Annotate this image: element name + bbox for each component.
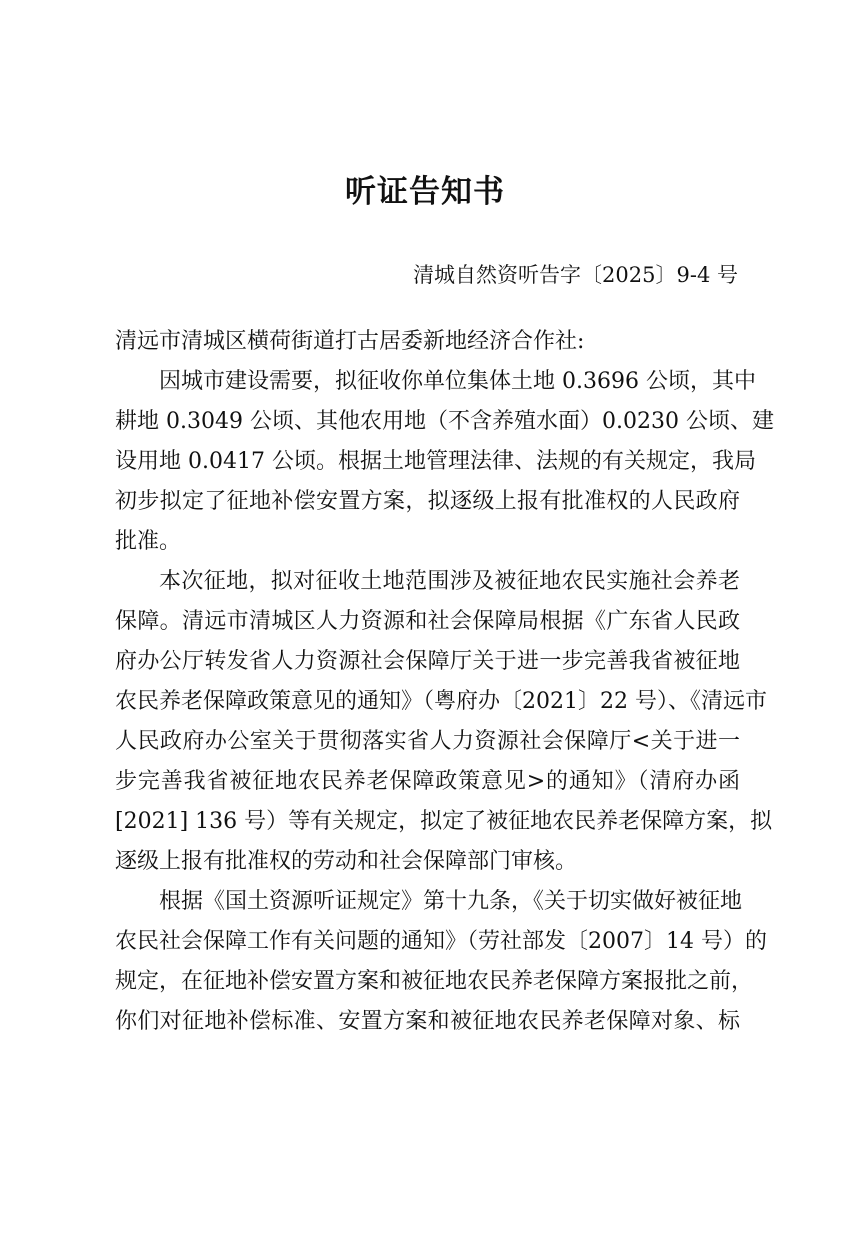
- paragraph-line: 府办公厅转发省人力资源社会保障厅关于进一步完善我省被征地: [115, 649, 740, 674]
- document-number: 清城自然资听告字〔2025〕9-4 号: [413, 263, 738, 287]
- paragraph-line: 因城市建设需要，拟征收你单位集体土地 0.3696 公顷，其中: [159, 369, 756, 394]
- paragraph-social-security: [115, 562, 773, 882]
- paragraph-land-requisition: [115, 362, 774, 562]
- paragraph-line: 你们对征地补偿标准、安置方案和被征地农民养老保障对象、标: [115, 1009, 740, 1034]
- paragraph-line: 保障。清远市清城区人力资源和社会保障局根据《广东省人民政: [115, 609, 740, 634]
- paragraph-line: 设用地 0.0417 公顷。根据土地管理法律、法规的有关规定，我局: [115, 449, 756, 474]
- paragraph-line: 步完善我省被征地农民养老保障政策意见>的通知》（清府办函: [115, 769, 740, 794]
- addressee: 清远市清城区横荷街道打古居委新地经济合作社:: [115, 329, 585, 354]
- paragraph-line: 逐级上报有批准权的劳动和社会保障部门审核。: [115, 849, 578, 874]
- paragraph-line: 规定，在征地补偿安置方案和被征地农民养老保障方案报批之前，: [115, 969, 754, 994]
- paragraph-line: 人民政府办公室关于贯彻落实省人力资源社会保障厅<关于进一: [115, 729, 740, 754]
- paragraph-line: [2021] 136 号）等有关规定，拟定了被征地农民养老保障方案，拟: [115, 809, 773, 834]
- document-title: 听证告知书: [345, 174, 505, 210]
- paragraph-line: 根据《国土资源听证规定》第十九条，《关于切实做好被征地: [159, 889, 743, 914]
- document-body: [115, 362, 774, 1042]
- paragraph-line: 农民养老保障政策意见的通知》（粤府办〔2021〕22 号）、《清远市: [115, 689, 767, 714]
- paragraph-line: 农民社会保障工作有关问题的通知》（劳社部发〔2007〕14 号）的: [115, 929, 767, 954]
- paragraph-line: 批准。: [115, 529, 182, 554]
- paragraph-hearing-rights: [115, 882, 767, 1042]
- paragraph-line: 本次征地，拟对征收土地范围涉及被征地农民实施社会养老: [159, 569, 740, 594]
- paragraph-line: 初步拟定了征地补偿安置方案，拟逐级上报有批准权的人民政府: [115, 489, 740, 514]
- paragraph-line: 耕地 0.3049 公顷、其他农用地（不含养殖水面）0.0230 公顷、建: [115, 409, 774, 434]
